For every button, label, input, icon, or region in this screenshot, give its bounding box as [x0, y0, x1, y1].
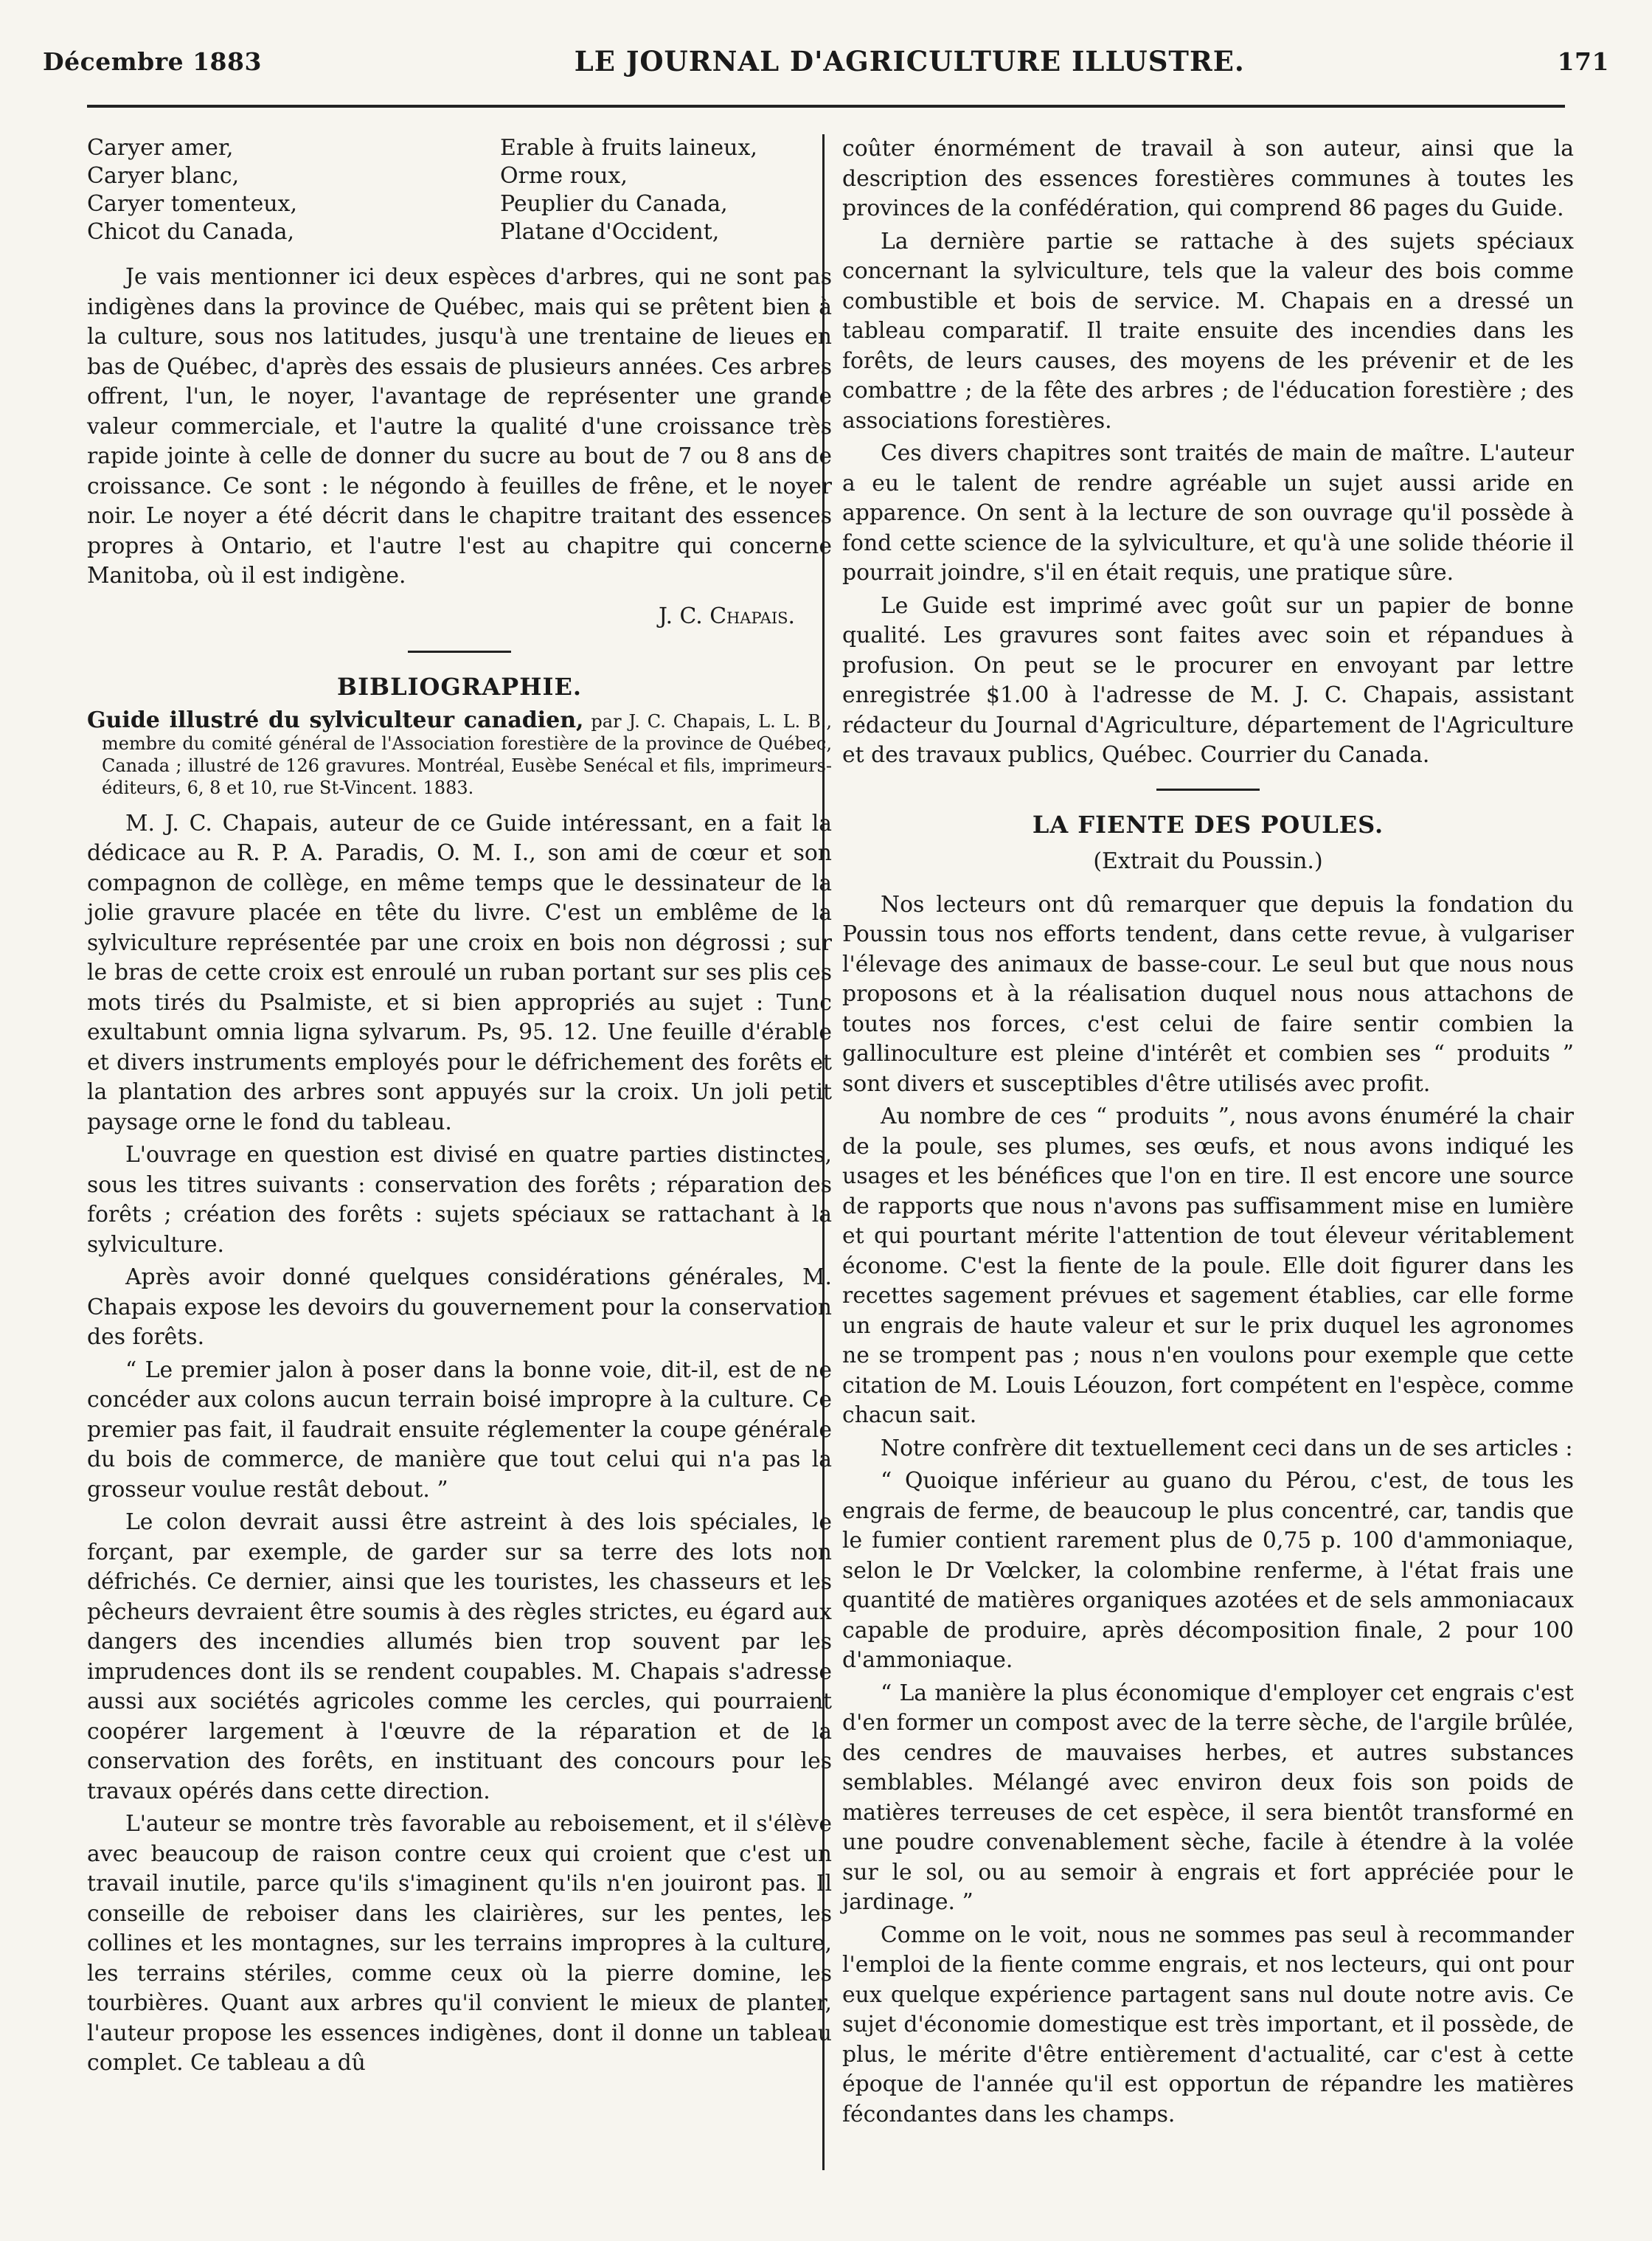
tree-item: Caryer tomenteux,: [87, 191, 297, 217]
section-subtitle: (Extrait du Poussin.): [1093, 848, 1323, 874]
header-rule: [87, 105, 1565, 108]
paragraph: “ La manière la plus économique d'employer cet engrais c'est d'en former un compost avec de la terre sèche, de l'argile brûlée, des cendres de mauvaises herbes, et autres substances semblables. Mélangé avec environ deux fois son poids de matières terreuses de cet espèce, il sera bientôt transformé en une poudre convenablement sèche, facile à étendre à la volée sur le sol, ou au semoir à engrais et fort appréciée pour le jardinage. ”: [842, 1680, 1574, 1915]
tree-list: [87, 134, 832, 246]
paragraph: L'ouvrage en question est divisé en quatre parties distinctes, sous les titres suivants : conservation des forêts ; réparation des forêts ; création des forêts : sujets spéciaux se rattachant à la sylviculture.: [87, 1142, 832, 1258]
paragraph: Comme on le voit, nous ne sommes pas seul à recommander l'emploi de la fiente comme engrais, et nos lecteurs, qui ont pour eux quelque expérience partagent sans nul doute notre avis. Ce sujet d'économie domestique est très important, et il possède, de plus, le mérite d'être entièrement d'actualité, car c'est à cette époque de l'année qu'il est opportun de répandre les matières fécondantes dans les champs.: [842, 1922, 1574, 2127]
paragraph: Je vais mentionner ici deux espèces d'arbres, qui ne sont pas indigènes dans la province de Québec, mais qui se prêtent bien à la culture, sous nos latitudes, jusqu'à une trentaine de lieues en bas de Québec, d'après des essais de plusieurs années. Ces arbres offrent, l'un, le noyer, l'avantage de représenter une grande valeur commerciale, et l'autre la qualité d'une croissance très rapide jointe à celle de donner du sucre au bout de 7 ou 8 ans de croissance. Ce sont : le négondo à feuilles de frêne, et le noyer noir. Le noyer a été décrit dans le chapitre traitant des essences propres à Ontario, et l'autre l'est au chapitre qui concerne Manitoba, où il est indigène.: [87, 264, 832, 589]
tree-item: Chicot du Canada,: [87, 219, 295, 245]
book-title: Guide illustré du sylviculteur canadien,: [87, 707, 584, 733]
tree-item: Peuplier du Canada,: [500, 191, 728, 217]
tree-item: Caryer blanc,: [87, 163, 240, 189]
section-title-fiente: LA FIENTE DES POULES.: [1032, 810, 1384, 839]
paragraph: Au nombre de ces “ produits ”, nous avons énuméré la chair de la poule, ses plumes, ses œufs, et nous avons indiqué les usages et les bénéfices que l'on en tire. Il est encore une source de rapports que nous n'avons pas suffisamment mise en lumière et qui pourtant mérite l'attention de tout éleveur véritablement économe. C'est la fiente de la poule. Elle doit figurer dans les recettes sagement prévues et sagement établies, car elle forme un engrais de haute valeur et sur le prix duquel les agronomes ne se trompent pas ; nous n'en voulons pour exemple que cette citation de M. Louis Léouzon, fort compétent en l'espèce, comme chacun sait.: [842, 1104, 1574, 1428]
tree-item: Orme roux,: [500, 163, 628, 189]
section-rule: [1156, 789, 1260, 791]
section-rule: [408, 651, 511, 653]
page-number: 171: [1557, 46, 1609, 76]
section-title-bibliographie: BIBLIOGRAPHIE.: [337, 673, 582, 701]
running-header: [43, 43, 1609, 80]
paragraph: Nos lecteurs ont dû remarquer que depuis la fondation du Poussin tous nos efforts tendent, dans cette revue, à vulgariser l'élevage des animaux de basse-cour. Le seul but que nous nous proposons et à la réalisation duquel nous nous attachons de toutes nos forces, c'est celui de faire sentir combien la gallinoculture est pleine d'intérêt et combien ses “ produits ” sont divers et susceptibles d'être utilisés avec profit.: [842, 891, 1574, 1097]
signature: J. C. Chapais.: [658, 603, 795, 629]
right-column: [842, 134, 1574, 2133]
header-date: Décembre 1883: [43, 46, 262, 76]
paragraph: Le colon devrait aussi être astreint à des lois spéciales, le forçant, par exemple, de garder sur sa terre des lots non défrichés. Ce dernier, ainsi que les touristes, les chasseurs et les pêcheurs devraient être soumis à des règles strictes, eu égard aux dangers des incendies allumés bien trop souvent par les imprudences dont ils se rendent coupables. M. Chapais s'adresse aussi aux sociétés agricoles comme les cercles, qui pourraient coopérer largement à l'œuvre de la réparation et de la conservation des forêts, en instituant des concours pour les travaux opérés dans cette direction.: [87, 1509, 832, 1804]
paragraph: La dernière partie se rattache à des sujets spéciaux concernant la sylviculture, tels que la valeur des bois comme combustible et bois de service. M. Chapais en a dressé un tableau comparatif. Il traite ensuite des incendies dans les forêts, de leurs causes, des moyens de les prévenir et de les combattre ; de la fête des arbres ; de l'éducation forestière ; des associations forestières.: [842, 228, 1574, 434]
paragraph: M. J. C. Chapais, auteur de ce Guide intéressant, en a fait la dédicace au R. P. A. Paradis, O. M. I., son ami de cœur et son compagnon de collège, en même temps que le dessinateur de la jolie gravure placée en tête du livre. C'est un emblême de la sylviculture représentée par une croix en bois non dégrossi ; sur le bras de cette croix est enroulé un ruban portant sur ses plis ces mots tirés du Psalmiste, et si bien appropriés au sujet : Tunc exultabunt omnia ligna sylvarum. Ps, 95. 12. Une feuille d'érable et divers instruments employés pour le défrichement des forêts et la plantation des arbres sont appuyés sur la croix. Un joli petit paysage orne le fond du tableau.: [87, 810, 832, 1135]
journal-title: LE JOURNAL D'AGRICULTURE ILLUSTRE.: [574, 45, 1245, 77]
paragraph: L'auteur se montre très favorable au reboisement, et il s'élève avec beaucoup de raison contre ceux qui croient que c'est un travail inutile, parce qu'ils s'imaginent qu'ils n'en jouiront pas. Il conseille de reboiser dans les clairières, sur les pentes, les collines et les montagnes, sur les terrains impropres à la culture, les terrains stériles, comme ceux où la pierre domine, les tourbières. Quant aux arbres qu'il convient le mieux de planter, l'auteur propose les essences indigènes, dont il donne un tableau complet. Ce tableau a dû: [87, 1811, 832, 2076]
left-column: [87, 134, 832, 2082]
tree-item: Erable à fruits laineux,: [500, 135, 757, 161]
paragraph: Le Guide est imprimé avec goût sur un papier de bonne qualité. Les gravures sont faites avec soin et répandues à profusion. On peut se le procurer en envoyant par lettre enregistrée $1.00 à l'adresse de M. J. C. Chapais, assistant rédacteur du Journal d'Agriculture, département de l'Agriculture et des travaux publics, Québec. Courrier du Canada.: [842, 592, 1574, 768]
bibliography-entry: [87, 707, 832, 799]
paragraph: Après avoir donné quelques considérations générales, M. Chapais expose les devoirs du gouvernement pour la conservation des forêts.: [87, 1264, 832, 1350]
paragraph: “ Le premier jalon à poser dans la bonne voie, dit-il, est de ne concéder aux colons aucun terrain boisé impropre à la culture. Ce premier pas fait, il faudrait ensuite réglementer la coupe générale du bois de commerce, de manière que tout celui qui n'a pas la grosseur voulue restât debout. ”: [87, 1357, 832, 1503]
paragraph: coûter énormément de travail à son auteur, ainsi que la description des essences forestières communes à toutes les provinces de la confédération, qui comprend 86 pages du Guide.: [842, 136, 1574, 221]
paragraph: Notre confrère dit textuellement ceci dans un de ses articles :: [881, 1435, 1573, 1461]
book-details: par J. C. Chapais, L. L. B., membre du comité général de l'Association forestière de la province de Québec, Canada ; illustré de 126 gravures. Montréal, Eusèbe Senécal et fils, imprimeurs-éditeurs, 6, 8 et 10, rue St-Vincent. 1883.: [102, 710, 832, 798]
paragraph: Ces divers chapitres sont traités de main de maître. L'auteur a eu le talent de rendre agréable un sujet aussi aride en apparence. On sent à la lecture de son ouvrage qu'il possède à fond cette science de la sylviculture, et qu'à une solide théorie il pourrait joindre, s'il en était requis, une pratique sûre.: [842, 440, 1574, 586]
tree-item: Caryer amer,: [87, 135, 234, 161]
paragraph: “ Quoique inférieur au guano du Pérou, c'est, de tous les engrais de ferme, de beaucoup le plus concentré, car, tandis que le fumier contient rarement plus de 0,75 p. 100 d'ammoniaque, selon le Dr Vœlcker, la colombine renferme, à l'état frais une quantité de matières organiques azotées et de sels ammoniacaux capable de produire, après décomposition finale, 2 pour 100 d'ammoniaque.: [842, 1468, 1574, 1673]
tree-item: Platane d'Occident,: [500, 219, 720, 245]
